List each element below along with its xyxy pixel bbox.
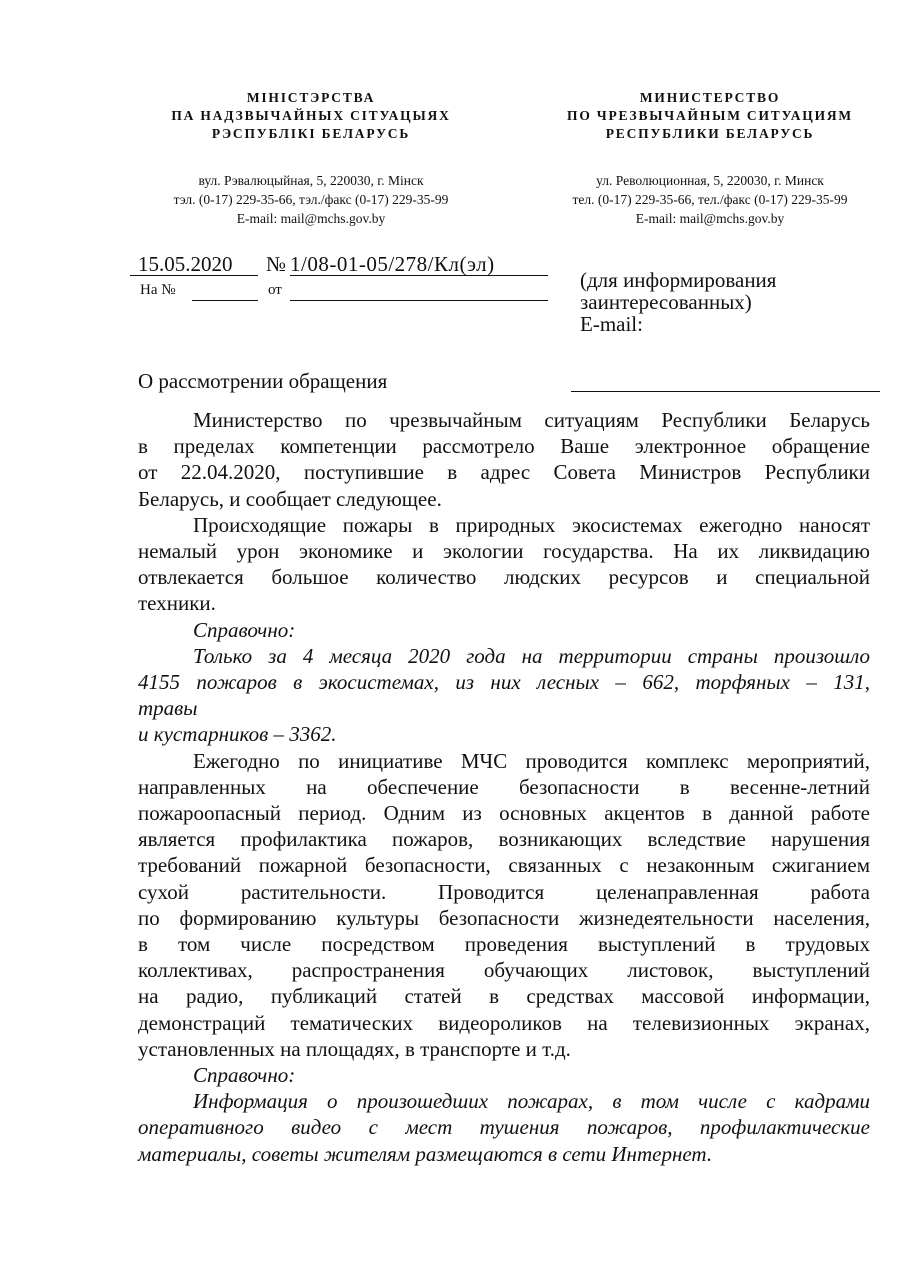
text-line: Только за 4 месяца 2020 года на территории страны произошло bbox=[193, 643, 870, 668]
text-line: материалы, советы жителям размещаются в сети Интернет. bbox=[138, 1141, 713, 1166]
text-line: 4155 пожаров в экосистемах, из них лесных – 662, торфяных – 131, bbox=[138, 670, 870, 695]
address-line: тэл. (0-17) 229-35-66, тэл./факс (0-17) 229-35-99 bbox=[173, 192, 449, 207]
header-line: МІНІСТЭРСТВА bbox=[246, 90, 376, 105]
recipient-line: (для информирования bbox=[580, 268, 777, 292]
text-line: пожароопасный период. Одним из основных акцентов в данной работе bbox=[138, 801, 870, 826]
ot-label: от bbox=[268, 282, 282, 298]
reference-paragraph bbox=[138, 1088, 870, 1167]
text-line: оперативного видео с мест тушения пожаров, профилактические bbox=[138, 1115, 870, 1140]
recipient-line: заинтересованных) bbox=[580, 290, 752, 314]
address-line: E-mail: mail@mchs.gov.by bbox=[635, 211, 785, 226]
text-line: Справочно: bbox=[193, 617, 296, 642]
header-line: ПА НАДЗВЫЧАЙНЫХ СІТУАЦЫЯХ bbox=[171, 108, 451, 123]
text-line: в пределах компетенции рассмотрело Ваше электронное обращение bbox=[138, 434, 870, 459]
text-line: и кустарников – 3362. bbox=[138, 722, 337, 747]
header-line: РЕСПУБЛИКИ БЕЛАРУСЬ bbox=[605, 126, 815, 141]
text-line: техники. bbox=[138, 591, 216, 616]
recipient-line: E-mail: bbox=[580, 312, 643, 336]
text-line: травы bbox=[138, 696, 198, 721]
paragraph bbox=[138, 407, 870, 512]
letter-body bbox=[138, 407, 870, 1167]
number-underline bbox=[290, 275, 548, 276]
address-line: E-mail: mail@mchs.gov.by bbox=[236, 211, 386, 226]
text-line: Справочно: bbox=[193, 1063, 296, 1088]
text-line: в том числе посредством проведения выступлений в трудовых bbox=[138, 932, 870, 957]
address-line: ул. Революционная, 5, 220030, г. Минск bbox=[596, 173, 824, 188]
na-no-underline bbox=[192, 300, 258, 301]
text-line: Происходящие пожары в природных экосистемах ежегодно наносят bbox=[193, 512, 870, 537]
text-line: по формированию культуры безопасности жизнедеятельности населения, bbox=[138, 905, 870, 930]
paragraph bbox=[138, 748, 870, 1062]
text-line: требований пожарной безопасности, связанных с незаконным сжиганием bbox=[138, 853, 870, 878]
reference-paragraph bbox=[138, 1062, 870, 1088]
text-line: установленных на площадях, в транспорте и т.д. bbox=[138, 1036, 571, 1061]
header-line: МИНИСТЕРСТВО bbox=[639, 90, 781, 105]
reference-paragraph bbox=[138, 617, 870, 643]
address-by bbox=[121, 171, 501, 228]
recipient-underline bbox=[571, 391, 880, 392]
address-line: вул. Рэвалюцыйная, 5, 220030, г. Мінск bbox=[198, 173, 424, 188]
text-line: коллективах, распространения обучающих листовок, выступлений bbox=[138, 958, 870, 983]
text-line: демонстраций тематических видеороликов на телевизионных экранах, bbox=[138, 1010, 870, 1035]
text-line: сухой растительности. Проводится целенаправленная работа bbox=[138, 879, 870, 904]
text-line: является профилактика пожаров, возникающих вследствие нарушения bbox=[138, 827, 870, 852]
text-line: отвлекается большое количество людских ресурсов и специальной bbox=[138, 565, 870, 590]
recipient-block bbox=[580, 269, 776, 335]
text-line: на радио, публикаций статей в средствах массовой информации, bbox=[138, 984, 870, 1009]
reference-paragraph bbox=[138, 643, 870, 748]
paragraph bbox=[138, 512, 870, 617]
address-line: тел. (0-17) 229-35-66, тел./факс (0-17) 229-35-99 bbox=[572, 192, 848, 207]
ministry-header-by bbox=[121, 89, 501, 143]
ot-underline bbox=[290, 300, 548, 301]
text-line: Информация о произошедших пожарах, в том числе с кадрами bbox=[193, 1089, 870, 1114]
letter-number: 1/08-01-05/278/Кл(эл) bbox=[290, 252, 495, 276]
header-line: РЭСПУБЛІКІ БЕЛАРУСЬ bbox=[211, 126, 411, 141]
date-underline bbox=[130, 275, 258, 276]
text-line: от 22.04.2020, поступившие в адрес Совета Министров Республики bbox=[138, 460, 870, 485]
text-line: немалый урон экономике и экологии государства. На их ликвидацию bbox=[138, 539, 870, 564]
na-no-label: На № bbox=[140, 282, 176, 298]
text-line: направленных на обеспечение безопасности в весенне-летний bbox=[138, 774, 870, 799]
letter-date: 15.05.2020 bbox=[138, 252, 233, 276]
text-line: Министерство по чрезвычайным ситуациям Республики Беларусь bbox=[193, 408, 870, 432]
subject: О рассмотрении обращения bbox=[138, 369, 388, 393]
text-line: Ежегодно по инициативе МЧС проводится комплекс мероприятий, bbox=[193, 748, 870, 773]
header-line: ПО ЧРЕЗВЫЧАЙНЫМ СИТУАЦИЯМ bbox=[567, 108, 853, 123]
number-sign: № bbox=[266, 252, 287, 276]
address-ru bbox=[520, 171, 900, 228]
ministry-header-ru bbox=[520, 89, 900, 143]
text-line: Беларусь, и сообщает следующее. bbox=[138, 486, 442, 511]
